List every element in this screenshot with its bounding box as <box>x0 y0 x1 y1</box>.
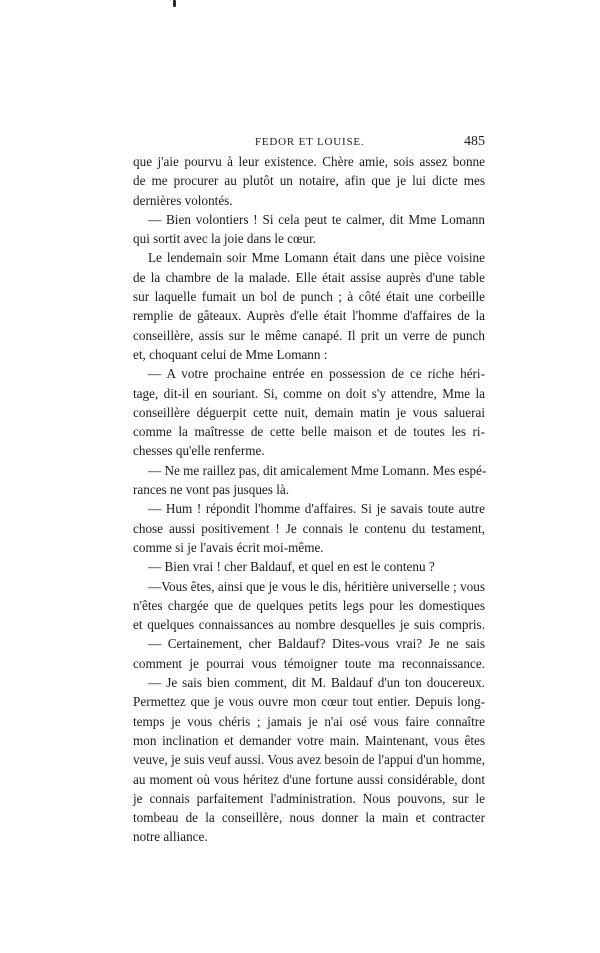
text-line: — Bien volontiers ! Si cela peut te calmer, dit Mme Lomann <box>148 211 485 227</box>
text-line: et quelques connaissances au nombre desquelles je suis compris. <box>133 617 485 633</box>
text-line: comment je pourrai vous témoigner toute ma reconnaissance. <box>133 655 485 671</box>
text-line: chose aussi positivement ! Je connais le contenu du testament, <box>133 520 485 536</box>
text-line: qui sortit avec la joie dans le cœur. <box>133 231 317 247</box>
page-number: 485 <box>464 134 485 149</box>
text-line: conseillère, assis sur le même canapé. Il prit un verre de punch <box>133 327 485 343</box>
text-line: de me procurer au plutôt un notaire, afin que je lui dicte mes <box>133 173 485 189</box>
running-title: FEDOR ET LOUISE. <box>255 136 365 148</box>
text-line: tage, dit-il en souriant. Si, comme on doit s'y attendre, Mme la <box>133 385 485 401</box>
ink-speck <box>173 0 176 7</box>
text-line: — Ne me raillez pas, dit amicalement Mme Lomann. Mes espé- <box>148 462 487 478</box>
text-line: de la chambre de la malade. Elle était assise auprès d'une table <box>133 269 485 285</box>
text-line: je connais parfaitement l'administration. Nous pouvons, sur le <box>133 790 485 806</box>
text-line: Le lendemain soir Mme Lomann était dans une pièce voisine <box>148 250 485 266</box>
text-line: et, choquant celui de Mme Lomann : <box>133 346 328 362</box>
page-header <box>133 136 485 152</box>
text-line: n'êtes chargée que de quelques petits legs pour les domestiques <box>133 597 485 613</box>
text-line: Permettez que je vous ouvre mon cœur tout entier. Depuis long- <box>133 694 485 710</box>
text-line: dernières volontés. <box>133 192 233 208</box>
text-line: — A votre prochaine entrée en possession de ce riche héri- <box>148 366 485 382</box>
text-line: — Certainement, cher Baldauf? Dites-vous vrai? Je ne sais <box>148 636 485 652</box>
text-line: — Bien vrai ! cher Baldauf, et quel en est le contenu ? <box>148 559 435 575</box>
text-line: — Je sais bien comment, dit M. Baldauf d'un ton doucereux. <box>148 675 485 691</box>
text-line: comme si je l'avais écrit moi-même. <box>133 539 324 555</box>
text-line: remplie de gâteaux. Auprès d'elle était l'homme d'affaires de la <box>133 308 485 324</box>
text-line: — Hum ! répondit l'homme d'affaires. Si je savais toute autre <box>148 501 485 517</box>
text-line: veuve, je suis veuf aussi. Vous avez besoin de l'appui d'un homme, <box>133 752 485 768</box>
text-line: chesses qu'elle renferme. <box>133 443 265 459</box>
text-line: rances ne vont pas jusques là. <box>133 482 290 498</box>
text-line: que j'aie pourvu à leur existence. Chère amie, sois assez bonne <box>133 154 485 169</box>
text-line: au moment où vous héritez d'une fortune aussi considérable, dont <box>133 771 485 787</box>
text-line: temps je vous chéris ; jamais je n'ai osé vous faire connaître <box>133 713 485 729</box>
text-line: notre alliance. <box>133 829 208 845</box>
text-line: conseillère déguerpit cette nuit, demain matin je vous saluerai <box>133 404 485 420</box>
text-line: mon inclination et demander votre main. Maintenant, vous êtes <box>133 732 485 748</box>
text-line: tombeau de la conseillère, nous donner la main et contracter <box>133 810 485 826</box>
text-line: sur laquelle fumait un bol de punch ; à côté était une corbeille <box>133 289 485 305</box>
text-line: —Vous êtes, ainsi que je vous le dis, héritière universelle ; vous <box>148 578 485 594</box>
text-line: comme la maîtresse de cette belle maison et de toutes les ri- <box>133 424 485 440</box>
body-text <box>133 152 485 847</box>
